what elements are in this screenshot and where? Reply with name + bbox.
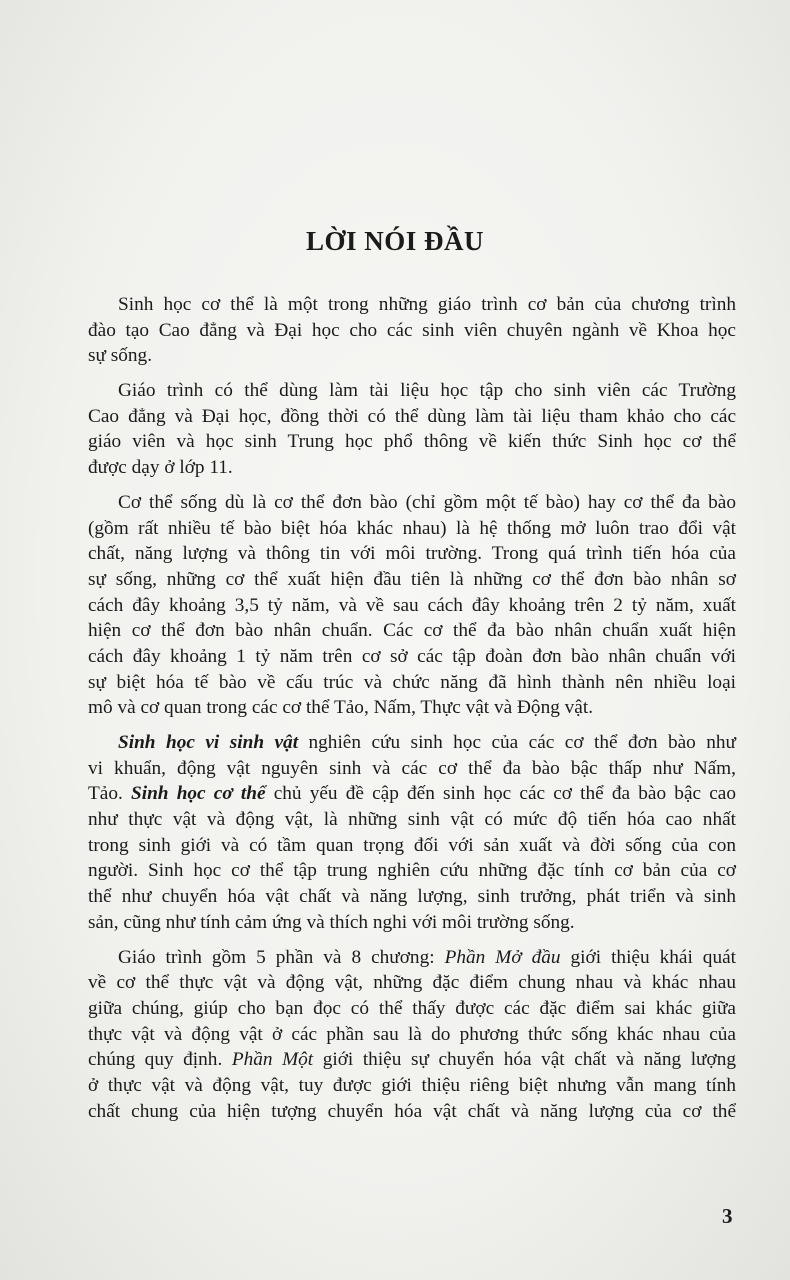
emphasized-text: Phần Một (231, 1049, 314, 1071)
text-segment: giới thiệu khái quát (560, 946, 736, 968)
emphasized-text: Sinh học vi sinh vật (118, 732, 299, 753)
text-line: cách đây khoảng 3,5 tỷ năm, và về sau cách đây khoảng trên 2 tỷ năm, xuất (88, 594, 736, 616)
text-line: trong sinh giới và có tầm quan trọng đối với sản xuất và đời sống của con (88, 834, 736, 856)
text-line: sự biệt hóa tế bào về cấu trúc và chức năng đã hình thành nên nhiều loại (88, 671, 736, 693)
text-line: Cao đẳng và Đại học, đồng thời có thể dùng làm tài liệu tham khảo cho các (88, 405, 736, 427)
text-line (88, 730, 736, 756)
text-line: chất chung của hiện tượng chuyển hóa vật chất và năng lượng của cơ thể (88, 1100, 736, 1122)
text-line (88, 781, 736, 807)
text-line: thể như chuyển hóa vật chất và năng lượng, sinh trưởng, phát triển và sinh (88, 886, 736, 908)
text-line: giữa chúng, giúp cho bạn đọc có thể thấy được các đặc điểm sai khác giữa (88, 997, 736, 1019)
text-line: sự sống. (88, 345, 153, 367)
paragraph (88, 490, 736, 721)
text-line: cách đây khoảng 1 tỷ năm trên cơ sở các tập đoàn đơn bào nhân chuẩn với (88, 645, 736, 667)
text-segment: chủ yếu đề cập đến sinh học các cơ thể đa bào bậc cao (265, 783, 736, 805)
emphasized-text: Phần Mở đầu (444, 946, 561, 968)
text-line (88, 1047, 736, 1073)
emphasized-text: Sinh học cơ thể (130, 783, 266, 805)
text-line: (gồm rất nhiều tế bào biệt hóa khác nhau) là hệ thống mở luôn trao đổi vật (88, 517, 736, 539)
page-number: 3 (722, 1204, 733, 1228)
paragraph (88, 292, 736, 369)
text-line: sản, cũng như tính cảm ứng và thích nghi với môi trường sống. (88, 911, 575, 933)
body-text (88, 292, 736, 1133)
text-line: thực vật và động vật ở các phần sau là do phương thức sống khác nhau của (88, 1023, 736, 1045)
text-segment: nghiên cứu sinh học của các cơ thể đơn bào như (298, 732, 736, 753)
text-line: vi khuẩn, động vật nguyên sinh và các cơ thể đa bào bậc thấp như Nấm, (88, 757, 736, 779)
paragraph (88, 378, 736, 481)
paragraph (88, 730, 736, 936)
text-segment: Tảo. (88, 783, 131, 805)
text-line (88, 945, 736, 971)
text-line: như thực vật và động vật, là những sinh vật có mức độ tiến hóa cao nhất (88, 809, 736, 831)
text-segment: giới thiệu sự chuyển hóa vật chất và năng lượng (313, 1049, 736, 1071)
text-line: hiện cơ thể đơn bào nhân chuẩn. Các cơ thể đa bào nhân chuẩn xuất hiện (88, 620, 736, 642)
text-line: chất, năng lượng và thông tin với môi trường. Trong quá trình tiến hóa của (88, 543, 736, 565)
text-line: ở thực vật và động vật, tuy được giới thiệu riêng biệt nhưng vẫn mang tính (88, 1074, 736, 1096)
page-title: LỜI NÓI ĐẦU (305, 226, 485, 256)
text-line: được dạy ở lớp 11. (88, 457, 233, 479)
text-line: đào tạo Cao đẳng và Đại học cho các sinh viên chuyên ngành về Khoa học (88, 319, 736, 341)
text-segment: chúng quy định. (88, 1049, 232, 1071)
text-line: về cơ thể thực vật và động vật, những đặc điểm chung nhau và khác nhau (88, 972, 736, 994)
text-line: sự sống, những cơ thể xuất hiện đầu tiên là những cơ thể đơn bào nhân sơ (88, 568, 736, 590)
text-line: Cơ thể sống dù là cơ thể đơn bào (chỉ gồm một tế bào) hay cơ thể đa bào (118, 491, 736, 513)
text-line: giáo viên và học sinh Trung học phổ thông về kiến thức Sinh học cơ thể (88, 431, 736, 453)
text-line: người. Sinh học cơ thể tập trung nghiên cứu những đặc tính cơ bản của cơ (88, 860, 736, 882)
text-line: mô và cơ quan trong các cơ thể Tảo, Nấm, Thực vật và Động vật. (88, 697, 594, 719)
text-line: Giáo trình có thể dùng làm tài liệu học tập cho sinh viên các Trường (118, 380, 736, 402)
text-line: Sinh học cơ thể là một trong những giáo trình cơ bản của chương trình (118, 294, 736, 315)
paragraph (88, 945, 736, 1125)
text-segment: Giáo trình gồm 5 phần và 8 chương: (118, 946, 445, 968)
